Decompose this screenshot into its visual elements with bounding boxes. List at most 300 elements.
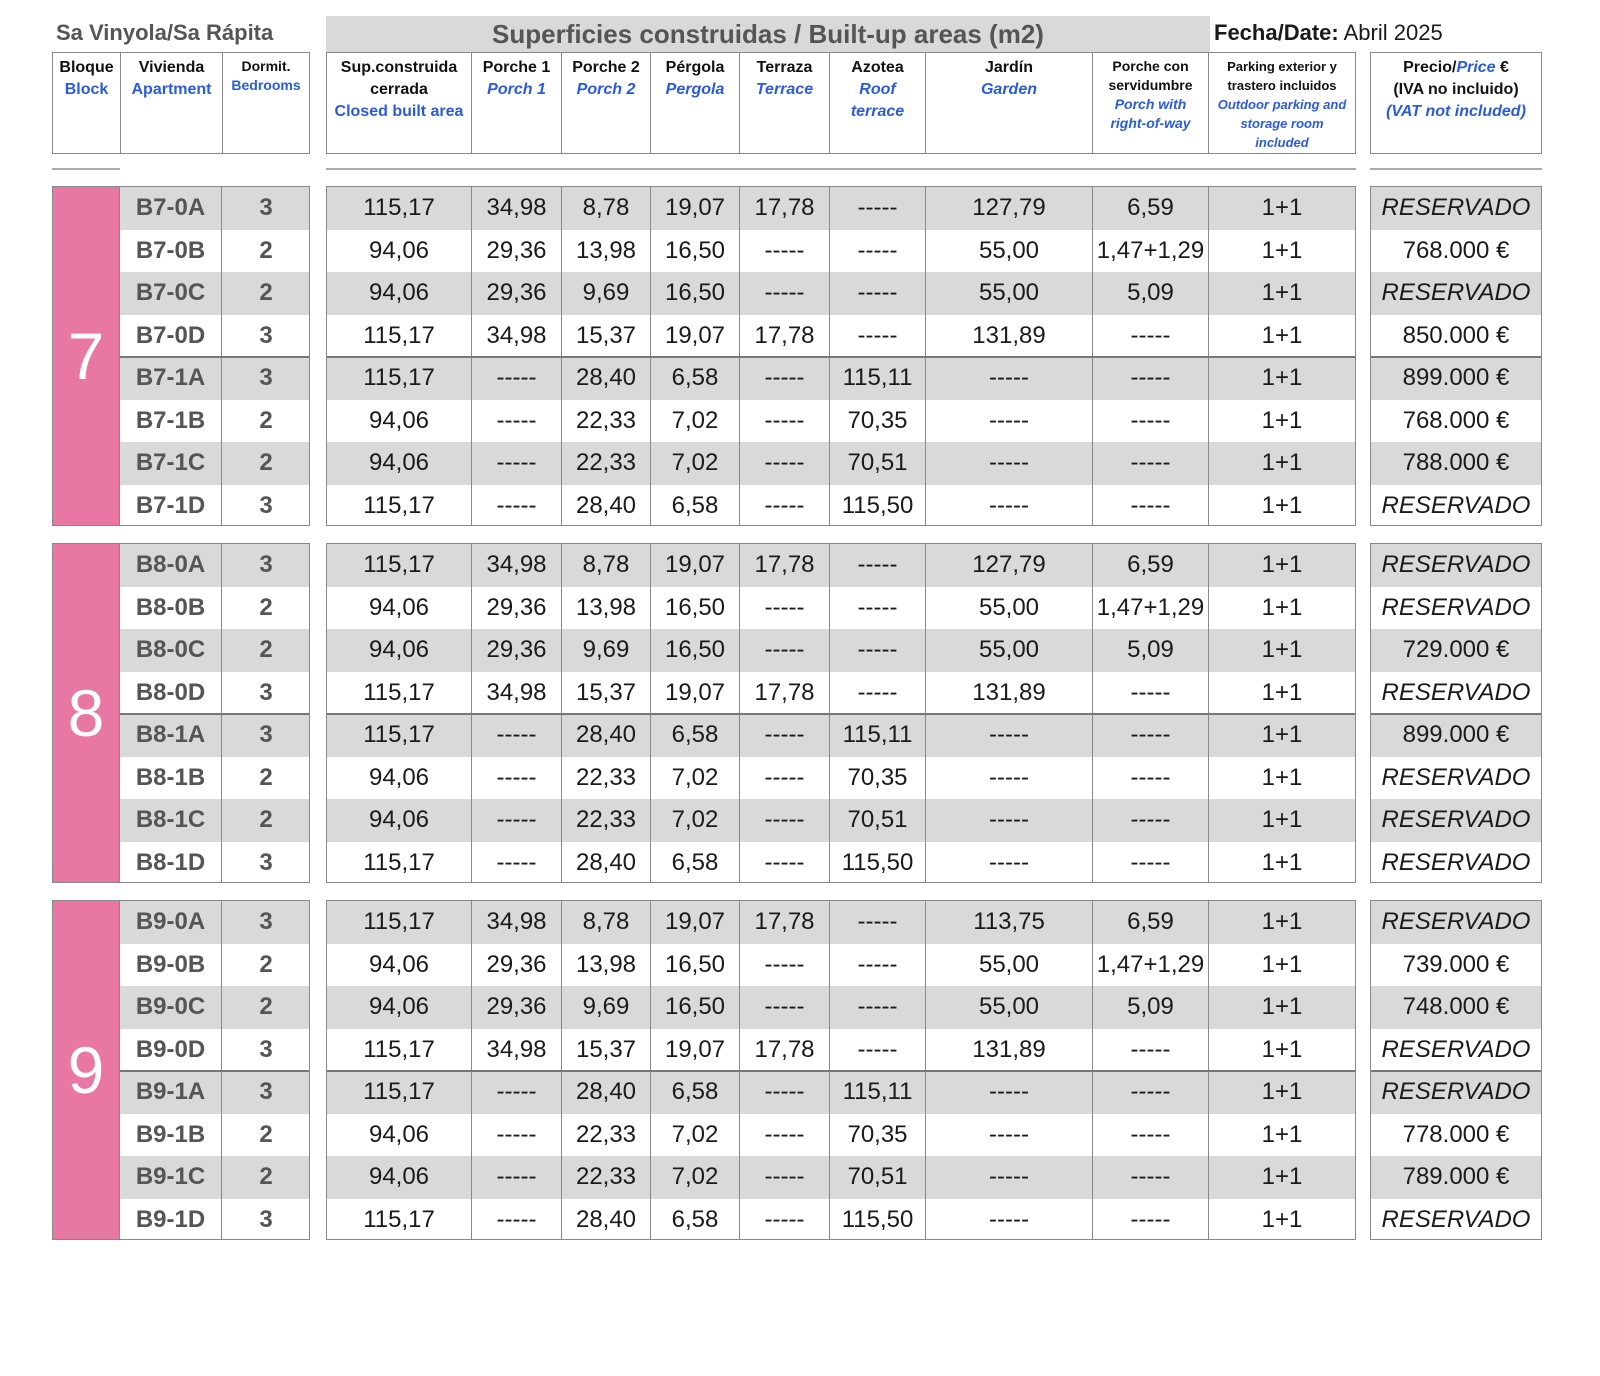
garden-value: 55,00	[926, 629, 1093, 672]
closed-area-value: 94,06	[327, 944, 472, 987]
porch2-value: 28,40	[562, 485, 651, 527]
pergola-value: 6,58	[651, 357, 740, 400]
header-garden-es: Jardín	[984, 59, 1033, 76]
table-row	[120, 1114, 309, 1157]
apartment-id: B9-1A	[120, 1071, 222, 1114]
page-title: Superficies construidas / Built-up areas (m2)	[326, 16, 1210, 52]
closed-area-value: 115,17	[327, 544, 472, 587]
apartment-id: B9-0D	[120, 1029, 222, 1072]
table-row	[327, 944, 1355, 987]
parking-value: 1+1	[1261, 678, 1303, 706]
parking-value: 1+1	[1261, 763, 1303, 791]
price-value: RESERVADO	[1381, 1035, 1531, 1063]
terrace-value: -----	[740, 400, 830, 443]
closed-area-value: 115,17	[327, 187, 472, 230]
price-value: RESERVADO	[1381, 678, 1531, 706]
header-apartment-en: Apartment	[131, 81, 212, 98]
bedrooms-value: 2	[259, 406, 273, 434]
terrace-value: -----	[740, 944, 830, 987]
roof-value: -----	[830, 230, 926, 273]
porch1-value: -----	[472, 714, 562, 757]
table-row	[1371, 1156, 1541, 1199]
apartment-id: B9-1D	[120, 1199, 222, 1241]
table-row	[1371, 1071, 1541, 1114]
porch1-value: -----	[472, 485, 562, 527]
right-of-way-value: 1,47+1,29	[1093, 230, 1209, 273]
table-row	[120, 230, 309, 273]
table-row	[120, 1071, 309, 1114]
price-value: RESERVADO	[1381, 1205, 1531, 1233]
roof-value: -----	[830, 315, 926, 358]
table-row	[327, 587, 1355, 630]
porch2-value: 28,40	[562, 714, 651, 757]
price-value: 768.000 €	[1402, 406, 1510, 434]
garden-value: -----	[926, 1199, 1093, 1241]
porch1-value: -----	[472, 1071, 562, 1114]
header-garden-en: Garden	[980, 81, 1037, 98]
table-row	[1371, 357, 1541, 400]
areas-table-block-7	[326, 186, 1356, 526]
pergola-value: 16,50	[651, 587, 740, 630]
porch1-value: 29,36	[472, 587, 562, 630]
porch2-value: 22,33	[562, 1156, 651, 1199]
table-row	[120, 1029, 309, 1072]
pergola-value: 7,02	[651, 799, 740, 842]
header-porch2	[562, 53, 651, 153]
roof-value: 70,51	[830, 799, 926, 842]
pergola-value: 19,07	[651, 544, 740, 587]
apartment-id: B9-1C	[120, 1156, 222, 1199]
terrace-value: 17,78	[740, 672, 830, 715]
terrace-value: -----	[740, 272, 830, 315]
table-row	[327, 272, 1355, 315]
terrace-value: -----	[740, 587, 830, 630]
header-closed-area	[327, 53, 472, 153]
right-of-way-value: 6,59	[1093, 544, 1209, 587]
right-of-way-value: -----	[1093, 1071, 1209, 1114]
parking-value: 1+1	[1261, 406, 1303, 434]
porch2-value: 28,40	[562, 1071, 651, 1114]
apartment-id: B8-1A	[120, 714, 222, 757]
bedrooms-value: 3	[259, 848, 273, 876]
header-roof-en2: terrace	[850, 103, 905, 120]
terrace-value: -----	[740, 230, 830, 273]
header-right-of-way	[1093, 53, 1209, 153]
roof-value: 115,50	[830, 485, 926, 527]
header-pergola-es: Pérgola	[665, 59, 725, 76]
pergola-value: 19,07	[651, 1029, 740, 1072]
bedrooms-value: 2	[259, 236, 273, 264]
table-row	[120, 272, 309, 315]
parking-value: 1+1	[1261, 848, 1303, 876]
garden-value: -----	[926, 1071, 1093, 1114]
header-separator-right	[1370, 168, 1542, 170]
parking-value: 1+1	[1261, 194, 1303, 222]
header-right	[1370, 52, 1542, 154]
garden-value: 127,79	[926, 187, 1093, 230]
porch1-value: 34,98	[472, 901, 562, 944]
table-row	[327, 544, 1355, 587]
right-of-way-value: 5,09	[1093, 986, 1209, 1029]
bedrooms-value: 3	[259, 678, 273, 706]
garden-value: 55,00	[926, 944, 1093, 987]
price-value: RESERVADO	[1381, 491, 1531, 519]
price-value: 729.000 €	[1402, 636, 1510, 664]
porch2-value: 22,33	[562, 442, 651, 485]
closed-area-value: 94,06	[327, 272, 472, 315]
porch2-value: 22,33	[562, 757, 651, 800]
header-price-es: Precio/	[1403, 59, 1457, 76]
porch1-value: 29,36	[472, 944, 562, 987]
bedrooms-value: 2	[259, 763, 273, 791]
porch1-value: 34,98	[472, 315, 562, 358]
parking-value: 1+1	[1261, 364, 1303, 392]
parking-value: 1+1	[1261, 236, 1303, 264]
table-row	[327, 672, 1355, 715]
parking-value: 1+1	[1261, 593, 1303, 621]
table-row	[120, 1199, 309, 1241]
porch1-value: 34,98	[472, 187, 562, 230]
terrace-value: -----	[740, 629, 830, 672]
apartment-id: B7-1C	[120, 442, 222, 485]
right-of-way-value: 1,47+1,29	[1093, 944, 1209, 987]
right-of-way-value: -----	[1093, 1029, 1209, 1072]
table-row	[120, 357, 309, 400]
right-of-way-value: -----	[1093, 799, 1209, 842]
header-separator-left	[52, 168, 120, 170]
garden-value: 113,75	[926, 901, 1093, 944]
price-value: 899.000 €	[1402, 364, 1510, 392]
header-price-en: Price	[1456, 59, 1496, 76]
garden-value: 131,89	[926, 672, 1093, 715]
header-apartment	[121, 53, 223, 153]
porch2-value: 9,69	[562, 272, 651, 315]
porch1-value: 29,36	[472, 629, 562, 672]
table-row	[120, 400, 309, 443]
header-porch1-en: Porch 1	[487, 81, 546, 98]
table-row	[1371, 799, 1541, 842]
header-garden	[926, 53, 1093, 153]
right-of-way-value: -----	[1093, 315, 1209, 358]
porch1-value: -----	[472, 799, 562, 842]
closed-area-value: 115,17	[327, 1199, 472, 1241]
parking-value: 1+1	[1261, 721, 1303, 749]
price-table-block-9	[1370, 900, 1542, 1240]
bedrooms-value: 2	[259, 593, 273, 621]
apartment-id: B8-1B	[120, 757, 222, 800]
right-of-way-value: -----	[1093, 672, 1209, 715]
table-row	[327, 485, 1355, 527]
header-left	[52, 52, 310, 154]
header-roof-es: Azotea	[851, 59, 904, 76]
pergola-value: 7,02	[651, 400, 740, 443]
garden-value: 131,89	[926, 315, 1093, 358]
roof-value: 70,35	[830, 400, 926, 443]
table-row	[327, 842, 1355, 884]
closed-area-value: 115,17	[327, 901, 472, 944]
price-value: RESERVADO	[1381, 848, 1531, 876]
porch2-value: 9,69	[562, 629, 651, 672]
apartment-id: B7-1D	[120, 485, 222, 527]
header-parking-es2: trastero incluidos	[1227, 78, 1337, 93]
block-number-7: 7	[52, 186, 120, 526]
apartment-id: B8-0D	[120, 672, 222, 715]
closed-area-value: 115,17	[327, 1071, 472, 1114]
terrace-value: 17,78	[740, 901, 830, 944]
price-value: RESERVADO	[1381, 279, 1531, 307]
closed-area-value: 94,06	[327, 799, 472, 842]
bedrooms-value: 2	[259, 950, 273, 978]
roof-value: 115,50	[830, 1199, 926, 1241]
roof-value: 115,11	[830, 357, 926, 400]
garden-value: -----	[926, 714, 1093, 757]
right-of-way-value: 6,59	[1093, 901, 1209, 944]
header-apartment-es: Vivienda	[138, 59, 205, 76]
table-row	[327, 230, 1355, 273]
apartment-id: B8-1C	[120, 799, 222, 842]
roof-value: -----	[830, 629, 926, 672]
porch2-value: 13,98	[562, 944, 651, 987]
table-row	[120, 187, 309, 230]
header-price	[1371, 53, 1541, 153]
apartment-id: B7-0A	[120, 187, 222, 230]
garden-value: -----	[926, 1156, 1093, 1199]
apartment-id: B8-0C	[120, 629, 222, 672]
bedrooms-value: 2	[259, 636, 273, 664]
porch1-value: -----	[472, 442, 562, 485]
header-parking-en1: Outdoor parking and	[1217, 97, 1347, 112]
porch2-value: 22,33	[562, 1114, 651, 1157]
roof-value: -----	[830, 944, 926, 987]
table-row	[120, 315, 309, 358]
garden-value: -----	[926, 485, 1093, 527]
table-row	[327, 400, 1355, 443]
roof-value: 115,11	[830, 1071, 926, 1114]
floor-divider	[327, 1070, 1355, 1072]
porch2-value: 8,78	[562, 901, 651, 944]
closed-area-value: 94,06	[327, 1156, 472, 1199]
terrace-value: 17,78	[740, 544, 830, 587]
terrace-value: -----	[740, 357, 830, 400]
parking-value: 1+1	[1261, 993, 1303, 1021]
table-row	[120, 842, 309, 884]
parking-value: 1+1	[1261, 1035, 1303, 1063]
parking-value: 1+1	[1261, 1078, 1303, 1106]
table-row	[327, 357, 1355, 400]
table-row	[327, 187, 1355, 230]
garden-value: -----	[926, 357, 1093, 400]
porch2-value: 8,78	[562, 544, 651, 587]
header-row-en2: right-of-way	[1110, 115, 1191, 131]
bedrooms-value: 3	[259, 194, 273, 222]
apartment-id: B8-1D	[120, 842, 222, 884]
parking-value: 1+1	[1261, 1120, 1303, 1148]
table-row	[327, 442, 1355, 485]
table-row	[120, 672, 309, 715]
right-of-way-value: 1,47+1,29	[1093, 587, 1209, 630]
terrace-value: -----	[740, 714, 830, 757]
roof-value: 70,35	[830, 757, 926, 800]
pergola-value: 19,07	[651, 315, 740, 358]
apartment-id: B7-0C	[120, 272, 222, 315]
header-terrace-en: Terrace	[755, 81, 814, 98]
table-row	[120, 757, 309, 800]
header-row-es1: Porche con	[1112, 58, 1189, 74]
date-label	[1214, 20, 1443, 46]
right-of-way-value: 6,59	[1093, 187, 1209, 230]
right-of-way-value: 5,09	[1093, 629, 1209, 672]
table-row	[120, 799, 309, 842]
porch1-value: 34,98	[472, 544, 562, 587]
header-bedrooms-es: Dormit.	[241, 58, 291, 74]
closed-area-value: 115,17	[327, 1029, 472, 1072]
table-row	[327, 986, 1355, 1029]
roof-value: -----	[830, 901, 926, 944]
closed-area-value: 94,06	[327, 442, 472, 485]
areas-table-block-9	[326, 900, 1356, 1240]
pergola-value: 19,07	[651, 187, 740, 230]
header-pergola	[651, 53, 740, 153]
floor-divider	[120, 356, 309, 358]
table-row	[120, 1156, 309, 1199]
header-separator-middle	[326, 168, 1356, 170]
porch1-value: 34,98	[472, 1029, 562, 1072]
garden-value: 127,79	[926, 544, 1093, 587]
block-number-9: 9	[52, 900, 120, 1240]
garden-value: -----	[926, 400, 1093, 443]
header-price-line1	[1371, 57, 1541, 79]
table-row	[327, 1029, 1355, 1072]
floor-divider	[327, 713, 1355, 715]
terrace-value: -----	[740, 757, 830, 800]
terrace-value: -----	[740, 842, 830, 884]
roof-value: -----	[830, 1029, 926, 1072]
bedrooms-value: 2	[259, 279, 273, 307]
price-value: 850.000 €	[1402, 321, 1510, 349]
bedrooms-value: 2	[259, 1120, 273, 1148]
garden-value: -----	[926, 799, 1093, 842]
parking-value: 1+1	[1261, 950, 1303, 978]
closed-area-value: 115,17	[327, 485, 472, 527]
header-bedrooms-en: Bedrooms	[231, 77, 301, 93]
floor-divider	[1371, 1070, 1541, 1072]
header-parking-es1: Parking exterior y	[1227, 59, 1337, 74]
table-row	[1371, 842, 1541, 884]
porch2-value: 8,78	[562, 187, 651, 230]
table-row	[1371, 629, 1541, 672]
apartment-id: B7-1A	[120, 357, 222, 400]
pergola-value: 16,50	[651, 629, 740, 672]
right-of-way-value: -----	[1093, 485, 1209, 527]
apartment-id: B7-0B	[120, 230, 222, 273]
roof-value: 70,51	[830, 1156, 926, 1199]
apartment-id: B7-0D	[120, 315, 222, 358]
location-label: Sa Vinyola/Sa Rápita	[56, 20, 274, 45]
pergola-value: 7,02	[651, 1156, 740, 1199]
porch1-value: 29,36	[472, 986, 562, 1029]
price-value: 768.000 €	[1402, 236, 1510, 264]
header-parking-en3: included	[1255, 135, 1309, 150]
roof-value: -----	[830, 672, 926, 715]
terrace-value: -----	[740, 1199, 830, 1241]
pergola-value: 6,58	[651, 714, 740, 757]
table-row	[1371, 544, 1541, 587]
table-row	[1371, 714, 1541, 757]
bedrooms-value: 3	[259, 721, 273, 749]
porch2-value: 15,37	[562, 315, 651, 358]
terrace-value: -----	[740, 485, 830, 527]
porch1-value: -----	[472, 842, 562, 884]
roof-value: 70,35	[830, 1114, 926, 1157]
header-block	[53, 53, 121, 153]
header-pergola-en: Pergola	[665, 81, 725, 98]
table-row	[1371, 187, 1541, 230]
areas-table-block-8	[326, 543, 1356, 883]
header-block-es: Bloque	[59, 59, 114, 76]
terrace-value: 17,78	[740, 1029, 830, 1072]
table-row	[120, 901, 309, 944]
pergola-value: 6,58	[651, 842, 740, 884]
apartment-id: B8-0A	[120, 544, 222, 587]
apartment-table-block-7	[119, 186, 310, 526]
closed-area-value: 115,17	[327, 357, 472, 400]
header-terrace	[740, 53, 830, 153]
parking-value: 1+1	[1261, 636, 1303, 664]
table-row	[327, 714, 1355, 757]
closed-area-value: 115,17	[327, 714, 472, 757]
apartment-id: B8-0B	[120, 587, 222, 630]
date-value: Abril 2025	[1343, 20, 1443, 45]
price-value: RESERVADO	[1381, 806, 1531, 834]
pergola-value: 19,07	[651, 901, 740, 944]
roof-value: -----	[830, 986, 926, 1029]
pergola-value: 6,58	[651, 485, 740, 527]
closed-area-value: 94,06	[327, 986, 472, 1029]
terrace-value: 17,78	[740, 187, 830, 230]
closed-area-value: 115,17	[327, 672, 472, 715]
table-row	[1371, 1199, 1541, 1241]
apartment-table-block-8	[119, 543, 310, 883]
apartment-id: B7-1B	[120, 400, 222, 443]
terrace-value: -----	[740, 1156, 830, 1199]
price-value: 899.000 €	[1402, 721, 1510, 749]
table-row	[327, 315, 1355, 358]
price-value: 778.000 €	[1402, 1120, 1510, 1148]
table-row	[1371, 672, 1541, 715]
floor-divider	[1371, 356, 1541, 358]
apartment-table-block-9	[119, 900, 310, 1240]
table-row	[327, 901, 1355, 944]
porch2-value: 13,98	[562, 230, 651, 273]
table-row	[1371, 315, 1541, 358]
block-number-8: 8	[52, 543, 120, 883]
right-of-way-value: 5,09	[1093, 272, 1209, 315]
price-value: 788.000 €	[1402, 449, 1510, 477]
parking-value: 1+1	[1261, 806, 1303, 834]
pergola-value: 7,02	[651, 757, 740, 800]
table-row	[1371, 230, 1541, 273]
roof-value: -----	[830, 187, 926, 230]
table-row	[1371, 986, 1541, 1029]
floor-divider	[327, 356, 1355, 358]
parking-value: 1+1	[1261, 551, 1303, 579]
table-row	[327, 1071, 1355, 1114]
porch2-value: 9,69	[562, 986, 651, 1029]
closed-area-value: 94,06	[327, 400, 472, 443]
price-value: 748.000 €	[1402, 993, 1510, 1021]
header-closed-es1: Sup.construida	[340, 59, 458, 76]
pergola-value: 6,58	[651, 1071, 740, 1114]
